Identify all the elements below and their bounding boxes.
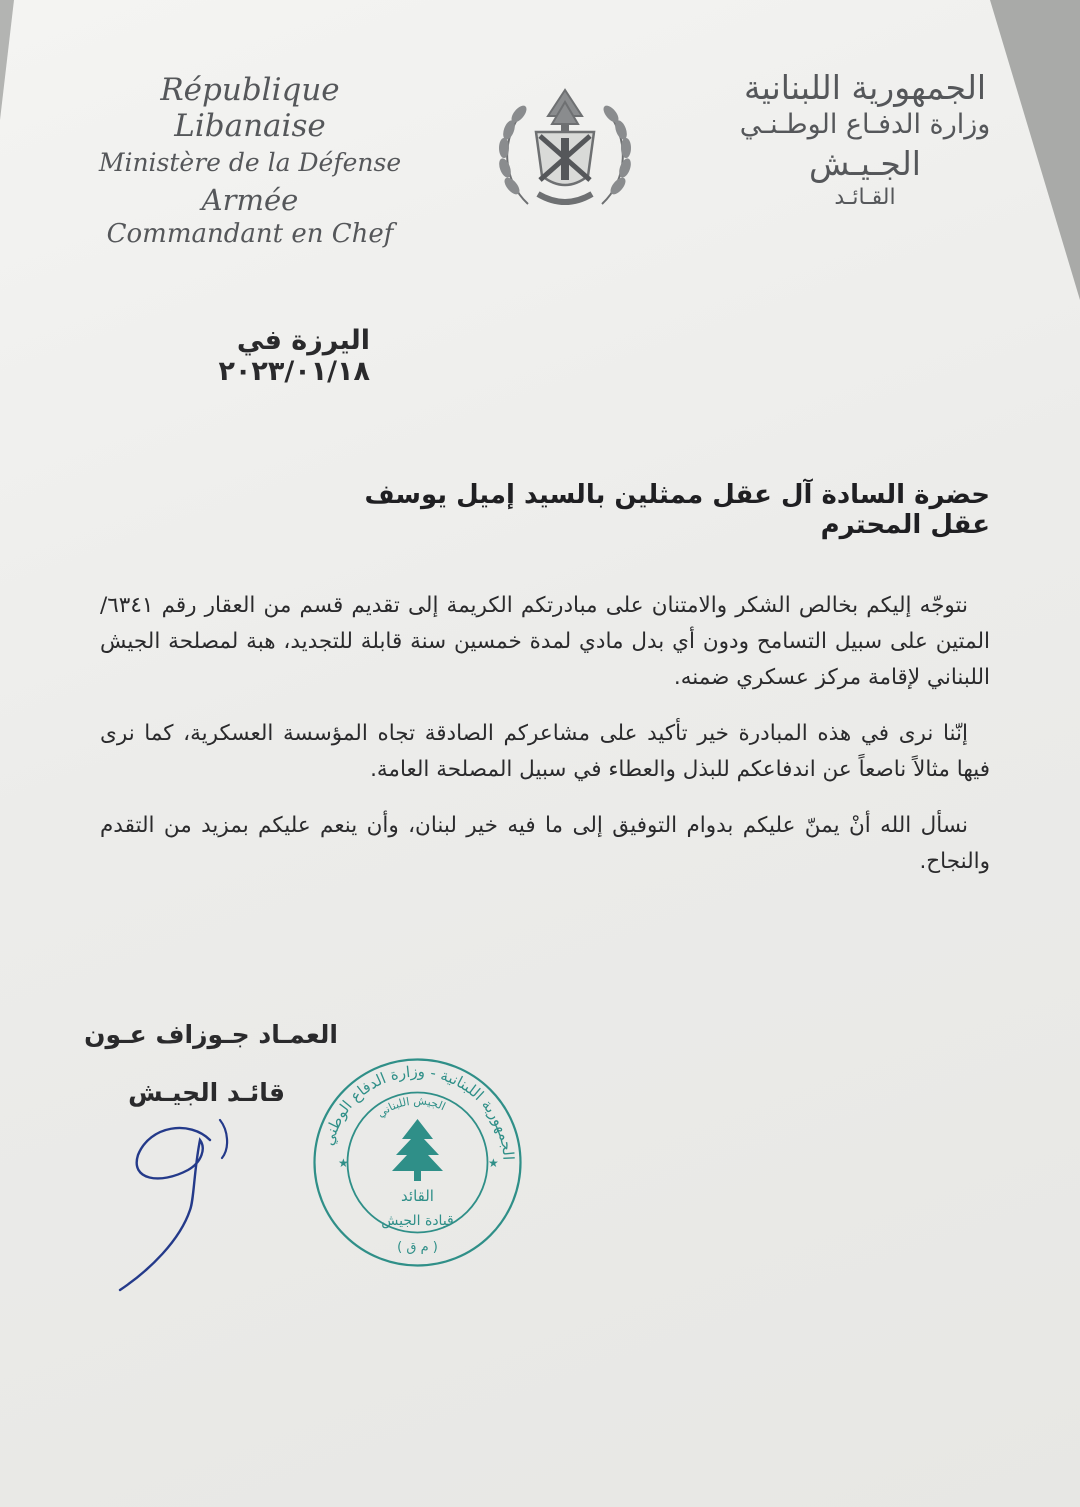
arabic-letterhead (700, 68, 1030, 210)
signatory-title: قائـد الجيـش (128, 1078, 285, 1107)
page-edge-shadow-left (0, 0, 14, 120)
letterhead-commander-ar: القـائـد (834, 185, 896, 210)
signatory-name: العمـاد جـوزاف عـون (84, 1020, 338, 1049)
body-paragraph-2: إنّنا نرى في هذه المبادرة خير تأكيد على مشاعركم الصادقة تجاه المؤسسة العسكرية، كما نرى فيها مثالاً ناصعاً عن اندفاعكم للبذل والعطاء في سبيل المصلحة العامة. (100, 721, 990, 782)
stamp-center-label: القائد (401, 1187, 434, 1205)
body-paragraph-1: نتوجّه إليكم بخالص الشكر والامتنان على مبادرتكم الكريمة إلى تقديم قسم من العقار رقم ٦٣٤١/المتين على سبيل التسامح ودون أي بدل مادي لمدة خمسين سنة قابلة للتجديد، هبة لمصلحة الجيش اللبناني لإقامة مركز عسكري ضمنه. (100, 593, 990, 690)
stamp-bottom-text: قيادة الجيش (381, 1213, 454, 1229)
svg-text:★: ★ (488, 1156, 499, 1170)
army-emblem-icon (490, 76, 640, 226)
svg-text:★: ★ (338, 1156, 349, 1170)
stamp-inner-text: الجيش اللبناني (374, 1094, 448, 1121)
letterhead-ministry-ar: وزارة الدفـاع الوطـنـي (739, 109, 991, 140)
official-stamp (310, 1055, 525, 1270)
letter-salutation: حضرة السادة آل عقل ممثلين بالسيد إميل يوسف عقل المحترم (364, 480, 990, 540)
letterhead-army: Armée (201, 183, 299, 217)
french-letterhead (80, 72, 420, 249)
stamp-outer-text: الجمهورية اللبنانية - وزارة الدفاع الوطني (319, 1062, 518, 1161)
letterhead-republic: République Libanaise (160, 72, 340, 144)
body-paragraph-3: نسأل الله أنْ يمنّ عليكم بدوام التوفيق إلى ما فيه خير لبنان، وأن ينعم عليكم بمزيد من التقدم والنجاح. (100, 813, 990, 874)
cedar-tree-icon (392, 1119, 443, 1181)
letter-body (100, 588, 990, 900)
handwritten-signature-icon (90, 1100, 270, 1300)
letter-date: اليرزة في ٢٠٢٣/٠١/١٨ (218, 325, 370, 387)
letterhead-army-ar: الجـيـش (809, 144, 921, 183)
letterhead-republic-ar: الجمهورية اللبنانية (743, 68, 987, 107)
stamp-code: ( م ق ) (397, 1240, 438, 1255)
letterhead-commander: Commandant en Chef (106, 219, 394, 249)
letterhead-ministry: Ministère de la Défense (98, 148, 402, 177)
